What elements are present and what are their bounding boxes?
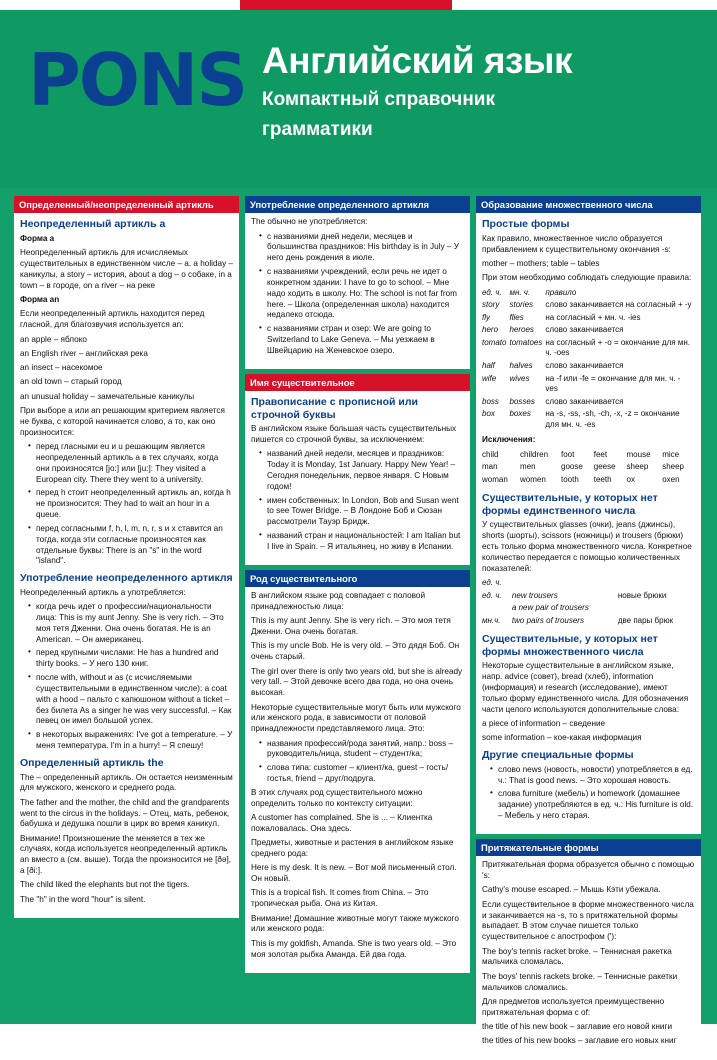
list-item: • слова furniture (мебель) и homework (домашнее задание) употребляются в ед. ч.: His furniture is old. – Мебель у него старая. <box>492 789 695 821</box>
bullet-list <box>482 765 695 822</box>
list-item: • слово news (новость, новости) употребляется в ед. ч.: That is good news. – Это хорошая новость. <box>492 765 695 787</box>
card-body <box>245 391 470 561</box>
paragraph: the title of his new book – заглавие его новой книги <box>482 1022 673 1031</box>
card-title-bar: Притяжательные формы <box>476 839 701 856</box>
table-cell: half <box>482 360 495 370</box>
table-cell: child <box>482 449 499 459</box>
cover-header <box>0 10 717 188</box>
list-item: • с названиями стран и озер: We are going to Switzerland to Lake Geneva. – Мы уезжаем в Швейцарию на Женевское озеро. <box>261 324 464 356</box>
bullet-list <box>251 739 464 785</box>
paragraph: Притяжательная форма образуется обычно с помощью 's: <box>482 860 695 881</box>
paragraph: The обычно не употребляется: <box>251 217 368 227</box>
paragraph: This is my aunt Jenny. She is very rich. – Это моя тетя Дженни. Она очень богатая. <box>251 616 451 637</box>
exceptions-table <box>482 450 695 488</box>
table-cell: на согласный + мн. ч. -ies <box>545 312 641 322</box>
list-item: • перед крупными числами: He has a hundred and thirty books. – У него 130 книг. <box>30 648 233 670</box>
paragraph: the titles of his new books – заглавие его новых книг <box>482 1036 677 1046</box>
top-bar-white-left <box>0 0 240 10</box>
table-cell <box>618 603 695 616</box>
list-item: • перед h стоит неопределенный артикль an, когда h не произносится: They had to wait an hour in a queue. <box>30 488 233 520</box>
table-cell <box>482 603 512 616</box>
table-header-cell <box>512 578 618 591</box>
table-row <box>482 591 695 604</box>
paragraph: This is my goldfish, Amanda. She is two years old. – Это моя золотая рыбка Аманда. Ей два года. <box>251 938 457 959</box>
paragraph: an old town – старый город <box>20 377 122 387</box>
table-cell: women <box>520 474 546 484</box>
content-column <box>245 196 470 1014</box>
table-cell: tomatoes <box>509 337 543 347</box>
section-heading: Другие специальные формы <box>482 749 634 762</box>
paragraph: The "h" in the word "hour" is silent. <box>20 894 146 904</box>
paragraph: Некоторые существительные могут быть или мужского или женского рода, в зависимости от половой принадлежности представляемого лица. Это: <box>251 702 461 734</box>
list-item: • с названиями учреждений, если речь не идет о конкретном здании: I have to go to school. – Мне надо ходить в школу. Но: The school is not far from here. – Школа (определенная школа) находится недалеко отсюда. <box>261 267 464 321</box>
table-cell: story <box>482 300 500 310</box>
table-cell: flies <box>509 312 524 322</box>
table-row <box>482 325 695 338</box>
table-header-cell: правило <box>545 287 577 297</box>
paragraph: an insect – насекомое <box>20 363 103 373</box>
table-row <box>482 462 695 475</box>
content-card <box>476 196 701 834</box>
card-body <box>245 587 470 969</box>
list-item: • названия профессий/рода занятий, напр.: boss – руководитель/ница, student – студент/ка; <box>261 739 464 761</box>
paragraph: Неопределенный артикль для исчисляемых существительных в единственном числе – a. a holiday – каникулы, a story – история, about a dog – о собаке, in a town – в городе, on a river – на реке <box>20 248 234 290</box>
paragraph: The girl over there is only two years old, but she is already very tall. – Этой девочке всего два года, но она очень высокая. <box>251 666 463 698</box>
top-red-bar <box>0 0 717 10</box>
section-heading: Существительные, у которых нет формы множественного числа <box>482 633 658 658</box>
table-cell: foot <box>561 449 575 459</box>
paragraph: an English river – английская река <box>20 348 148 358</box>
table-cell: new trousers <box>511 590 558 600</box>
table-cell: слово заканчивается <box>545 396 624 406</box>
table-row <box>482 300 695 313</box>
table-cell: fly <box>482 312 490 322</box>
sub-heading: Форма an <box>20 295 60 305</box>
table-row <box>482 374 695 397</box>
content-card <box>245 196 470 369</box>
table-row <box>482 397 695 410</box>
list-item: • имен собственных: In London, Bob and Susan went to see Tower Bridge. – В Лондоне Боб и Сюзан рассмотрели Тауэр Бридж. <box>261 496 464 528</box>
paragraph: Если существительное в форме множественного числа и заканчивается на -s, то s притяжательной формы выпадает. В этом случае пишется только существительное с апострофом ('): <box>482 899 694 942</box>
card-body <box>476 213 701 830</box>
sub-heading: Форма a <box>20 233 55 243</box>
table-row <box>482 409 695 432</box>
list-item: • когда речь идет о профессии/национальности лица: This is my aunt Jenny. She is very rich. – Это моя тетя Дженни. Она очень богатая. He is an American. – Он американец. <box>30 602 233 645</box>
table-cell: на -s, -ss, -sh, -ch, -x, -z = окончание для мн. ч. -es <box>545 409 680 429</box>
table-cell: две пары брюк <box>617 615 674 625</box>
section-heading: Простые формы <box>482 218 570 231</box>
paragraph: У существительных glasses (очки), jeans (джинсы), shorts (шорты), scissors (ножницы) и trousers (брюки) есть только форма множественного числа. Конкретное количество передается с помощью количественных показателей: <box>482 520 692 573</box>
table-cell: children <box>520 449 549 459</box>
content-columns <box>14 196 703 1046</box>
paragraph: Некоторые существительные в английском языке, напр. advice (совет), bread (хлеб), information (информация) и research (исследование), имеют только форму единственного числа. Для обозначения части целого используются дополнительные слова: <box>482 661 689 714</box>
content-card <box>476 839 701 1060</box>
bullet-list <box>20 602 233 752</box>
table-cell: слово заканчивается на согласный + -y <box>545 300 692 310</box>
table-cell: tomato <box>482 337 507 347</box>
paragraph: При выборе a или an решающим критерием является не буква, с которой начинается слово, а то, как оно произносится: <box>20 406 225 437</box>
table-row <box>482 450 695 463</box>
table-cell: mouse <box>626 449 651 459</box>
content-card <box>245 570 470 973</box>
table-cell: слово заканчивается <box>545 360 624 370</box>
section-heading: Правописание с прописной или строчной буквы <box>251 396 418 421</box>
table-cell: на -f или -fe = окончание для мн. ч. -ves <box>545 373 681 394</box>
table-cell: на согласный + -o = окончание для мн. ч. -oes <box>545 337 690 358</box>
list-item: • после with, without и as (с исчисляемыми существительными в единственном числе): a coat with a hood – пальто с капюшоном without a ticket – без билета As a singer he was very successful. – Как певец он имел большой успех. <box>30 673 233 727</box>
top-bar-white-right <box>452 0 717 10</box>
paragraph: The child liked the elephants but not the tigers. <box>20 880 190 890</box>
table-cell: box <box>482 409 495 419</box>
list-item: • слова типа: customer – клиент/ка, guest – гость/гостья, friend – друг/подруга. <box>261 763 464 785</box>
content-card <box>14 196 239 918</box>
bullet-list <box>20 442 233 567</box>
paragraph: The boys' tennis rackets broke. – Теннисные ракетки мальчиков сломались. <box>482 971 678 992</box>
content-column <box>14 196 239 1014</box>
section-heading: Неопределенный артикль a <box>20 218 166 231</box>
paragraph: Предметы, животные и растения в английском языке среднего рода: <box>251 838 454 858</box>
table-cell: men <box>520 462 536 472</box>
card-title-bar: Имя существительное <box>245 374 470 391</box>
paragraph: The – определенный артикль. Он остается неизменным для мужского, женского и среднего рода. <box>20 772 233 793</box>
card-title-bar: Употребление определенного артикля <box>245 196 470 213</box>
pons-logo: PONS <box>28 38 247 122</box>
table-cell: oxen <box>662 474 680 484</box>
list-item: • названий дней недели, месяцев и праздников: Today it is Monday, 1st January. Happy New Year! – Сегодня понедельник, первое января. С Новым годом! <box>261 449 464 492</box>
table-cell: sheep <box>662 462 684 472</box>
paragraph: The father and the mother, the child and the grandparents went to the circus in the holidays. – Отец, мать, ребенок, бабушка и дедушка пошли в цирк во время каникул. <box>20 797 230 829</box>
table-cell: woman <box>482 474 508 484</box>
section-heading: Определенный артикль the <box>20 756 164 769</box>
table-row <box>482 313 695 326</box>
paragraph: The boy's tennis racket broke. – Теннисная ракетка мальчика сломалась. <box>482 946 672 967</box>
table-row <box>482 475 695 488</box>
table-cell: hero <box>482 325 499 335</box>
title-block <box>262 42 572 141</box>
table-cell: tooth <box>561 474 579 484</box>
paragraph: В английском языке род совпадает с половой принадлежностью лица: <box>251 591 426 611</box>
list-item: • с названиями дней недели, месяцев и большинства праздников: His birthday is in July – У него день рождения в июле. <box>261 232 464 264</box>
table-cell: halves <box>509 360 533 370</box>
paragraph: Внимание! Произношение the меняется в тех же случаях, когда используется неопределенный артикль an вместо a (см. выше). Тогда the произносится не [ðə], а [ði:]. <box>20 833 232 876</box>
paragraph: an unusual holiday – замечательные каникулы <box>20 391 195 401</box>
table-header-cell: ед. ч. <box>482 578 502 588</box>
table-cell: two pairs of trousers <box>511 615 584 625</box>
paragraph: a piece of information – сведение <box>482 719 606 729</box>
paragraph: mother – mothers; table – tables <box>482 259 600 269</box>
table-row <box>482 361 695 374</box>
table-cell: man <box>482 462 498 472</box>
paragraph: В этих случаях род существительного можно определить только по контексту ситуации: <box>251 787 423 808</box>
table-cell: boxes <box>509 409 531 419</box>
content-card <box>245 374 470 565</box>
list-item: • названий стран и национальностей: I am Italian but I live in Spain. – Я итальянец, но живу в Испании. <box>261 531 464 553</box>
card-title-bar: Определенный/неопределенный артикль <box>14 196 239 213</box>
list-item: • перед гласными eu и u решающим является неопределенный артикль a в тех случаях, когда они произносятся [jo:] или [ju:]: They visited a European city. There they went to a university. <box>30 442 233 485</box>
card-body <box>245 213 470 364</box>
paragraph: A customer has complained. She is ... – Клиентка пожаловалась. Она здесь. <box>251 812 433 833</box>
table-header-cell: мн. ч. <box>509 287 531 297</box>
card-body <box>14 213 239 914</box>
card-title-bar: Образование множественного числа <box>476 196 701 213</box>
table-cell: мн.ч. <box>482 615 501 625</box>
paragraph: Here is my desk. It is new. – Вот мой письменный стол. Он новый. <box>251 863 457 884</box>
table-header-cell: ед. ч. <box>482 287 502 297</box>
paragraph: Внимание! Домашние животные могут также мужского или женского рода: <box>251 913 459 934</box>
table-header-cell <box>618 578 695 591</box>
paragraph: Cathy's mouse escaped. – Мышь Кэти убежала. <box>482 885 661 895</box>
table-cell: wife <box>482 373 497 383</box>
table-header-row <box>482 578 695 591</box>
table-cell: a new pair of trousers <box>511 603 589 613</box>
card-title-bar: Род существительного <box>245 570 470 587</box>
paragraph: Если неопределенный артикль находится перед гласной, для благозвучия используется an: <box>20 309 205 330</box>
table-cell: mice <box>662 449 680 459</box>
table-cell: heroes <box>509 325 534 335</box>
section-heading: Существительные, у которых нет формы единственного числа <box>482 492 658 517</box>
page-subtitle-line1: Компактный справочник <box>262 88 496 110</box>
paragraph: Для предметов используется преимущественно притяжательная форма с of: <box>482 996 665 1017</box>
paragraph: some information – кое-какая информация <box>482 733 642 743</box>
list-item: • в некоторых выражениях: I've got a temperature. – У меня температура. I'm in a hurry! – Я спешу! <box>30 730 233 752</box>
content-column <box>476 196 701 1046</box>
table-cell: ox <box>626 474 635 484</box>
page-subtitle-line2: грамматики <box>262 119 373 141</box>
table-cell: stories <box>509 300 534 310</box>
table-row <box>482 603 695 616</box>
table-cell: слово заканчивается <box>545 325 624 335</box>
table-cell: bosses <box>509 396 535 406</box>
table-header-row <box>482 288 695 301</box>
paragraph: an apple – яблоко <box>20 334 87 344</box>
section-heading: Употребление неопределенного артикля <box>20 572 233 585</box>
paragraph: В английском языке большая часть существительных пишется со строчной буквы, за исключением: <box>251 424 457 445</box>
paragraph: Как правило, множественное число образуется прибавлением к существительному окончания -s: <box>482 233 671 254</box>
table-cell: teeth <box>593 474 612 484</box>
page-title: Английский язык <box>262 40 573 81</box>
table-cell: wives <box>509 373 530 383</box>
table-row <box>482 616 695 629</box>
table-cell: boss <box>482 396 499 406</box>
data-table <box>482 288 695 433</box>
bullet-list <box>251 449 464 552</box>
table-cell: sheep <box>626 462 649 472</box>
paragraph: This is a tropical fish. It comes from China. – Это тропическая рыба. Она из Китая. <box>251 888 429 909</box>
table-cell: geese <box>593 462 616 472</box>
table-cell: ед. ч. <box>482 590 502 600</box>
sub-heading: Исключения: <box>482 435 536 445</box>
data-table <box>482 578 695 628</box>
paragraph: Неопределенный артикль a употребляется: <box>20 587 186 597</box>
card-body <box>476 856 701 1055</box>
table-cell: новые брюки <box>617 590 667 600</box>
table-cell: feet <box>593 449 608 459</box>
paragraph: При этом необходимо соблюдать следующие правила: <box>482 273 692 283</box>
list-item: • перед согласными f, h, l, m, n, r, s и x ставится an тогда, когда эти согласные произносятся как отдельные буквы: There is an "s" in the word "island". <box>30 524 233 567</box>
table-cell: goose <box>561 462 583 472</box>
table-row <box>482 338 695 361</box>
paragraph: This is my uncle Bob. He is very old. – Это дядя Боб. Он очень старый. <box>251 641 460 662</box>
bullet-list <box>251 232 464 357</box>
